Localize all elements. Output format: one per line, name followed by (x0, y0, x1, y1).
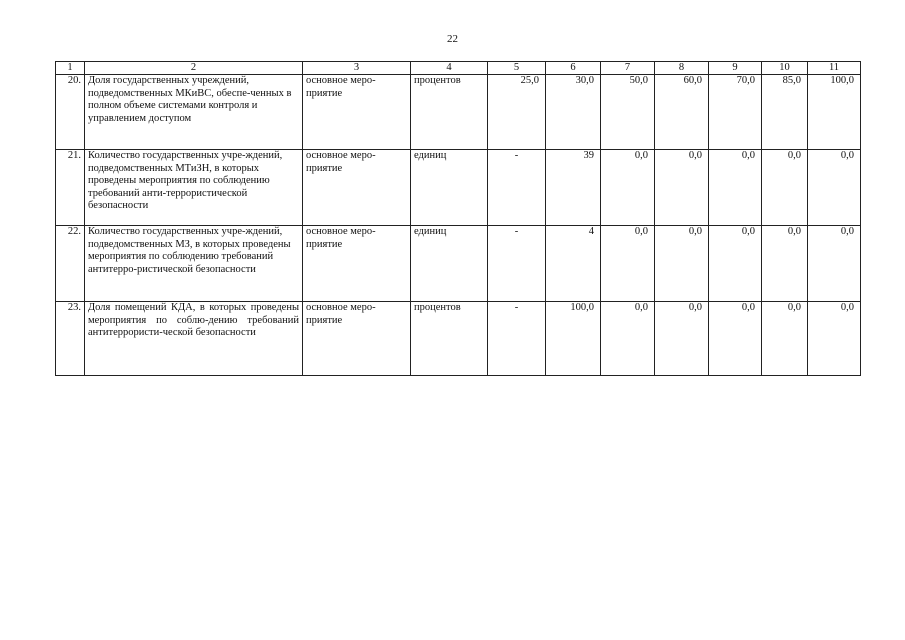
indicator-name: Доля государственных учреждений, подведомственных МКиВС, обеспе-ченных в полном объеме системами контроля и управлением доступом (85, 75, 303, 150)
value-col-5: - (488, 226, 546, 302)
row-number: 22. (56, 226, 85, 302)
value-col-11: 0,0 (808, 150, 861, 226)
value-col-7: 0,0 (601, 302, 655, 376)
value-col-10: 85,0 (762, 75, 808, 150)
value-col-5: 25,0 (488, 75, 546, 150)
column-header: 1 (56, 62, 85, 75)
event-type: основное меро-приятие (303, 75, 411, 150)
event-type: основное меро-приятие (303, 226, 411, 302)
column-header: 7 (601, 62, 655, 75)
value-col-9: 0,0 (709, 302, 762, 376)
value-col-5: - (488, 302, 546, 376)
table-row (56, 75, 861, 150)
unit: процентов (411, 75, 488, 150)
value-col-11: 0,0 (808, 302, 861, 376)
unit: процентов (411, 302, 488, 376)
value-col-6: 30,0 (546, 75, 601, 150)
column-header: 9 (709, 62, 762, 75)
event-type: основное меро-приятие (303, 150, 411, 226)
value-col-10: 0,0 (762, 226, 808, 302)
table-row (56, 150, 861, 226)
indicators-table (55, 61, 861, 376)
value-col-8: 0,0 (655, 226, 709, 302)
row-number: 20. (56, 75, 85, 150)
value-col-7: 0,0 (601, 150, 655, 226)
indicator-name: Доля помещений КДА, в которых проведены мероприятия по соблю-дению требований антитеррористи-ческой безопасности (85, 302, 303, 376)
column-header: 10 (762, 62, 808, 75)
value-col-10: 0,0 (762, 302, 808, 376)
row-number: 23. (56, 302, 85, 376)
value-col-11: 100,0 (808, 75, 861, 150)
table-header-row (56, 62, 861, 75)
value-col-9: 0,0 (709, 226, 762, 302)
indicator-name: Количество государственных учре-ждений, подведомственных МЗ, в которых проведены мероприятия по соблюдению требований антитерро-ристической безопасности (85, 226, 303, 302)
value-col-6: 4 (546, 226, 601, 302)
value-col-8: 60,0 (655, 75, 709, 150)
value-col-7: 0,0 (601, 226, 655, 302)
row-number: 21. (56, 150, 85, 226)
value-col-9: 70,0 (709, 75, 762, 150)
unit: единиц (411, 150, 488, 226)
value-col-6: 100,0 (546, 302, 601, 376)
value-col-8: 0,0 (655, 150, 709, 226)
column-header: 3 (303, 62, 411, 75)
value-col-7: 50,0 (601, 75, 655, 150)
column-header: 5 (488, 62, 546, 75)
column-header: 2 (85, 62, 303, 75)
value-col-6: 39 (546, 150, 601, 226)
indicator-name: Количество государственных учре-ждений, подведомственных МТиЗН, в которых проведены мероприятия по соблюдению требований анти-террористической безопасности (85, 150, 303, 226)
unit: единиц (411, 226, 488, 302)
value-col-11: 0,0 (808, 226, 861, 302)
event-type: основное меро-приятие (303, 302, 411, 376)
column-header: 6 (546, 62, 601, 75)
page-number: 22 (447, 33, 458, 45)
value-col-8: 0,0 (655, 302, 709, 376)
column-header: 8 (655, 62, 709, 75)
table-row (56, 226, 861, 302)
column-header: 4 (411, 62, 488, 75)
table-row (56, 302, 861, 376)
value-col-10: 0,0 (762, 150, 808, 226)
value-col-5: - (488, 150, 546, 226)
value-col-9: 0,0 (709, 150, 762, 226)
column-header: 11 (808, 62, 861, 75)
